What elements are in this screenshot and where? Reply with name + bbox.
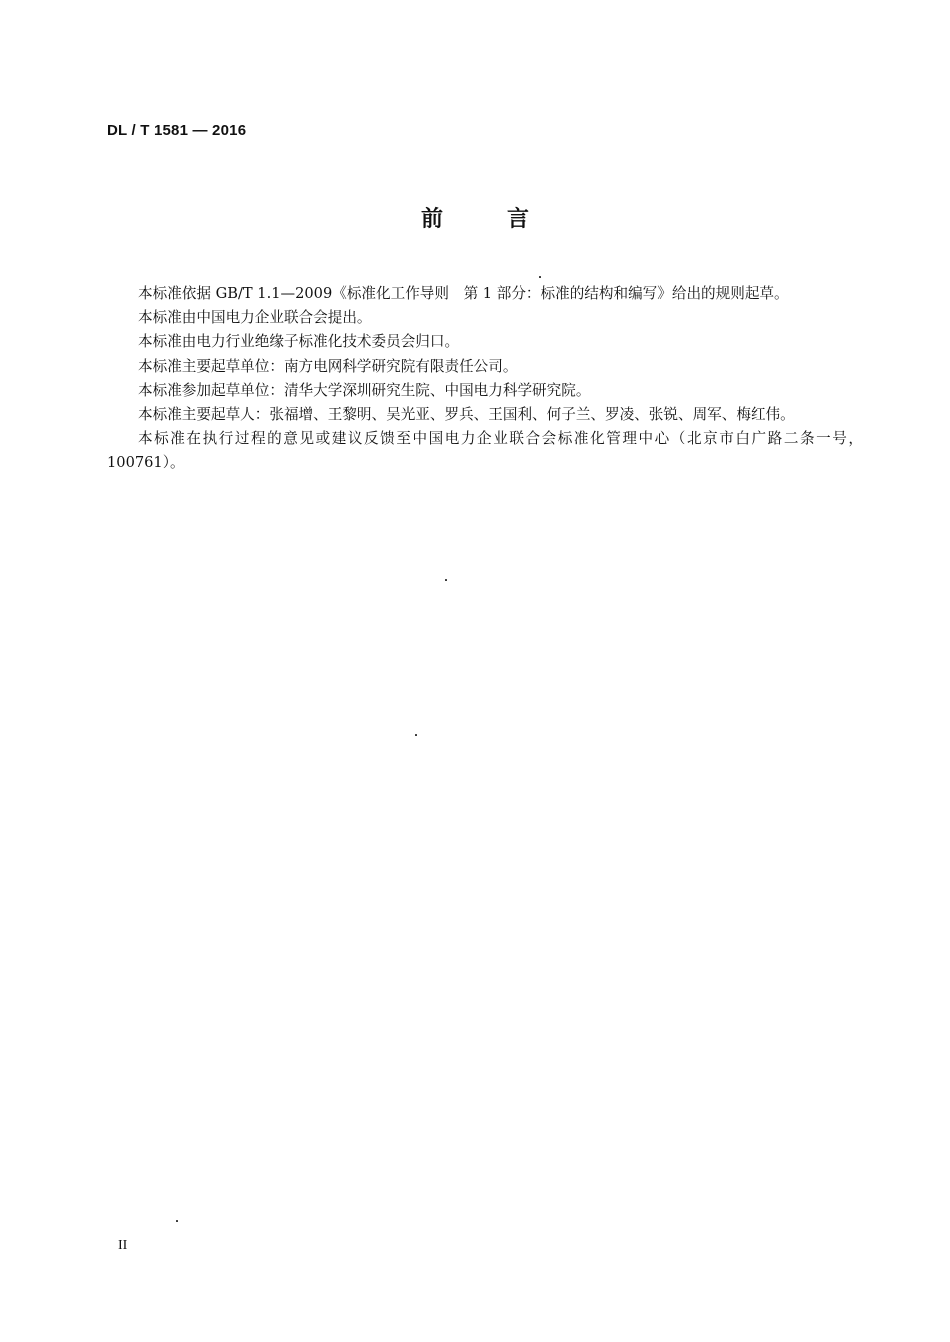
paragraph-feedback: 本标准在执行过程的意见或建议反馈至中国电力企业联合会标准化管理中心（北京市白广路二条一号，100761）。	[107, 430, 863, 472]
paragraph-technical-committee: 本标准由电力行业绝缘子标准化技术委员会归口。	[138, 333, 460, 351]
paragraph-proposed-by: 本标准由中国电力企业联合会提出。	[138, 309, 372, 327]
scan-speck	[415, 734, 417, 736]
foreword-body	[107, 282, 863, 476]
page-title	[0, 202, 950, 233]
scan-speck	[176, 1220, 178, 1222]
paragraph-main-drafters: 本标准主要起草人：张福增、王黎明、吴光亚、罗兵、王国利、何子兰、罗凌、张锐、周军、梅红伟。	[138, 406, 795, 424]
title-char-2: 言	[507, 207, 530, 232]
paragraph-participating-units: 本标准参加起草单位：清华大学深圳研究生院、中国电力科学研究院。	[138, 381, 591, 399]
paragraph-main-drafting-unit: 本标准主要起草单位：南方电网科学研究院有限责任公司。	[138, 357, 518, 375]
page-number: II	[118, 1238, 128, 1253]
title-char-1: 前	[420, 207, 443, 232]
paragraph-drafting-rules: 本标准依据 GB/T 1.1—2009《标准化工作导则 第 1 部分：标准的结构和编写》给出的规则起草。	[138, 285, 789, 302]
scan-speck	[539, 276, 541, 278]
standard-code: DL / T 1581 — 2016	[107, 122, 247, 139]
scan-speck	[445, 579, 447, 581]
